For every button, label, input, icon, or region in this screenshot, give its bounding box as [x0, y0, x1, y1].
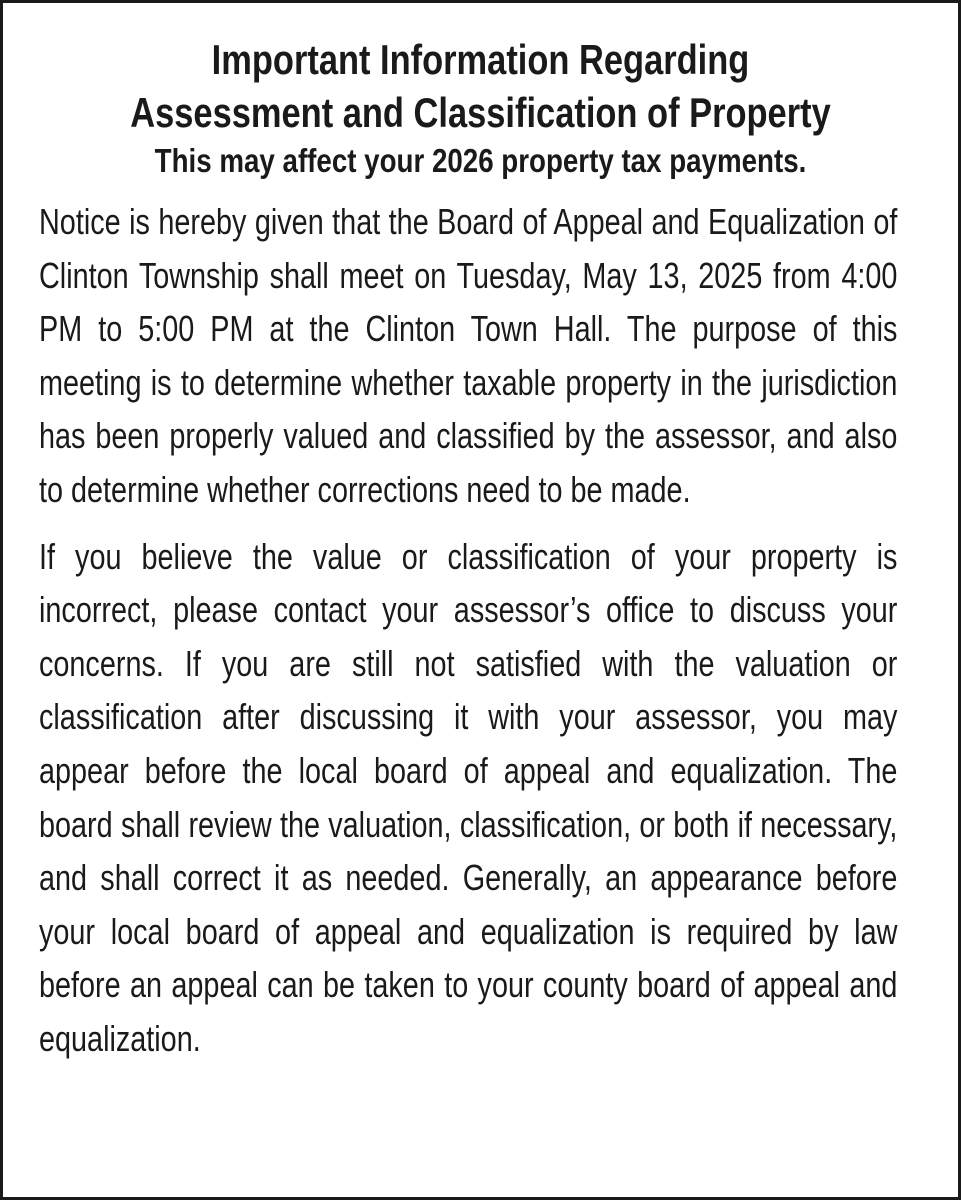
- appeal-paragraph: If you believe the value or classification of your property is incorrect, please contact your assessor’s office to discuss your concerns. If you are still not satisfied with the valuation or classification after discussing it with your assessor, you may appear before the local board of appeal and equalization. The board shall review the valuation, classification, or both if necessary, and shall correct it as needed. Generally, an appearance before your local board of appeal and equalization is required by law before an appeal can be taken to your county board of appeal and equalization.: [39, 535, 898, 1059]
- notice-subtitle: This may affect your 2026 property tax payments.: [154, 142, 807, 179]
- notice-body: [39, 195, 897, 1066]
- meeting-paragraph: Notice is hereby given that the Board of Appeal and Equalization of Clinton Township shall meet on Tuesday, May 13, 2025 from 4:00 PM to 5:00 PM at the Clinton Town Hall. The purpose of this meeting is to determine whether taxable property in the jurisdiction has been properly valued and classified by the assessor, and also to determine whether corrections need to be made.: [39, 201, 898, 510]
- notice-title-line-2: Assessment and Classification of Property: [130, 89, 831, 136]
- notice-title: [118, 33, 842, 139]
- notice-title-line-1: Important Information Regarding: [211, 36, 750, 83]
